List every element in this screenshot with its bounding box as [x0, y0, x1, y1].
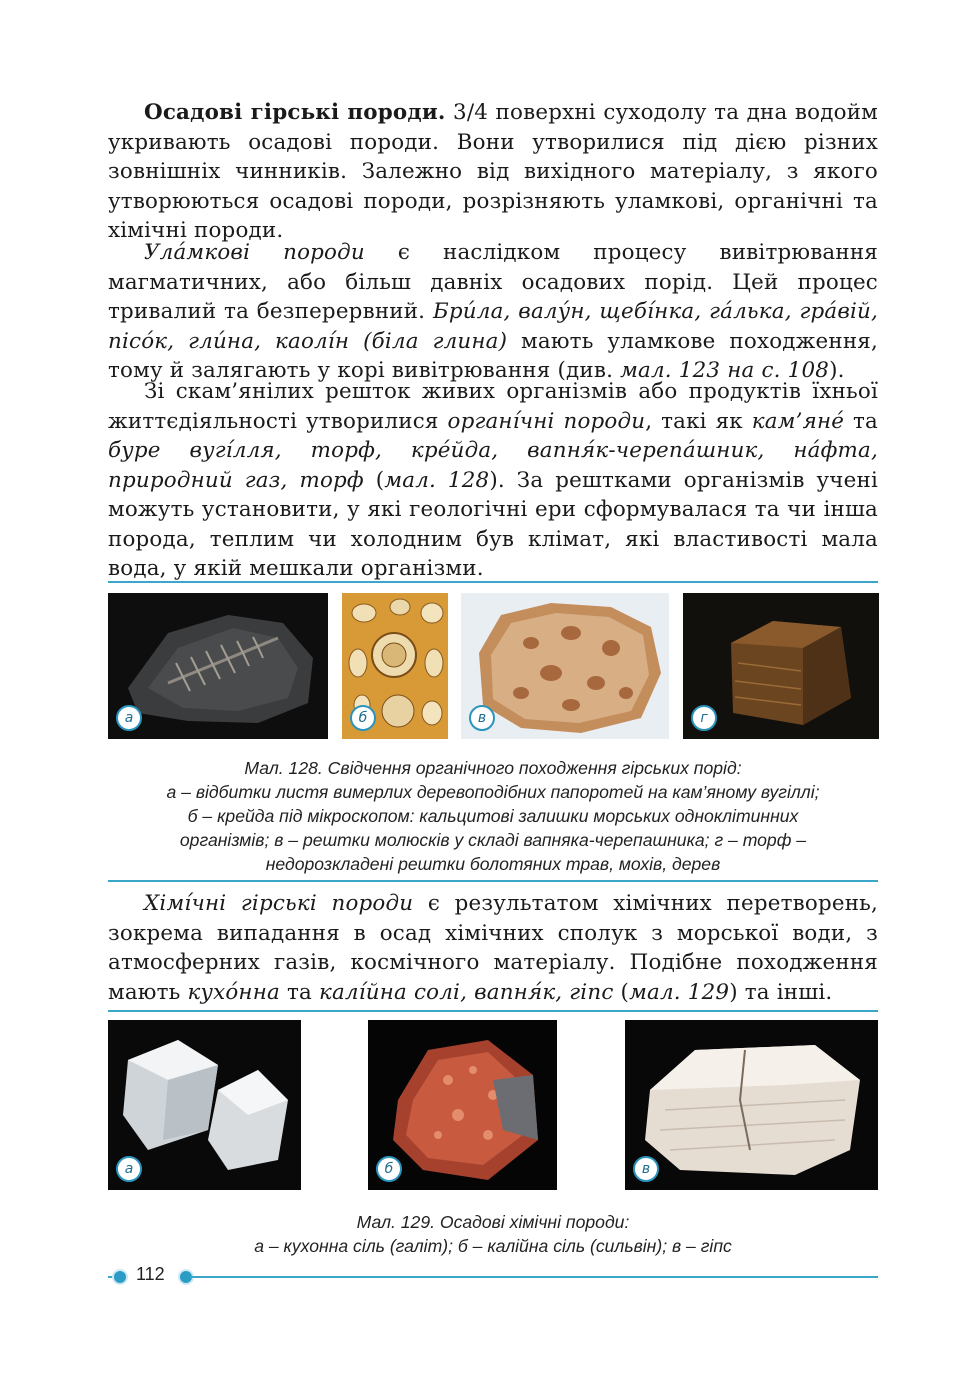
label-b: б [376, 1156, 402, 1182]
label-v: в [469, 705, 495, 731]
label-a: а [116, 1156, 142, 1182]
label-v: в [633, 1156, 659, 1182]
paragraph-chemical-rocks: Хімі́чні гірські породи є результатом хімічних перетворень, зокрема випадання в осад хімічних сполук з морської води, з атмосферних газів, космічного матеріалу. Подібне походження мають кухо́нна та калі́йна солі, вапня́к, гіпс (мал. 129) та інші. [108, 891, 879, 1005]
photo-chalk-microscope [342, 593, 448, 739]
page-number: 112 [136, 1264, 165, 1284]
paragraph-clastic-rocks: Ула́мкові породи є наслідком процесу вивітрювання магматичних, або більш давніх осадових порід. Цей процес тривалий та безперервний. Бри́ла, валу́н, щебі́нка, га́лька, гра́вій, пісо́к, гли́на, каолі́н (біла глина) мають уламкове походження, тому й залягають у корі вивітрювання (див. мал. 123 на с. 108). [108, 240, 878, 383]
photo-fern-fossil-coal [108, 593, 328, 739]
photo-shell-limestone [461, 593, 669, 739]
divider-bottom-fig128 [108, 880, 878, 882]
paragraph-organic-rocks: Зі скам’янілих решток живих організмів або продуктів їхньої життєдіяльності утворилися органі́чні породи, такі як кам’яне́ та буре вугі́лля, торф, кре́йда, вапня́к-черепа́шник, на́фта, природний газ, торф (мал. 128). За рештками організмів учені можуть установити, у які геологічні ери сформувалася та чи інша порода, теплим чи холодним був клімат, які властивості мала вода, у якій мешкали організми. [108, 379, 878, 581]
photo-gypsum [625, 1020, 878, 1190]
term-clastic-rocks: Ула́мкові породи [144, 240, 365, 265]
term-sedimentary-rocks: Осадові гірські породи. [144, 100, 446, 125]
paragraph-sedimentary-rocks: Осадові гірські породи. 3/4 поверхні суходолу та дна водойм укривають осадові породи. Вони утворилися під дією різних зовнішніх чинників. Залежно від вихідного матеріалу, з якого утворюються осадові породи, розрізняють уламкові, органічні та хімічні породи. [108, 100, 878, 243]
label-b: б [350, 705, 376, 731]
term-organic-rocks: органі́чні породи [447, 408, 646, 434]
photo-sylvite [368, 1020, 557, 1190]
divider-top-fig128 [108, 581, 878, 583]
footer-line-right [190, 1276, 878, 1278]
photo-halite [108, 1020, 301, 1190]
label-a: а [116, 705, 142, 731]
photo-peat [683, 593, 879, 739]
caption-fig129: Мал. 129. Осадові хімічні породи: а – кухонна сіль (галіт); б – калійна сіль (сильвін); в – гіпс [254, 1212, 732, 1256]
label-g: г [691, 705, 717, 731]
term-chemical-rocks: Хімі́чні гірські породи [144, 891, 414, 916]
caption-fig128: Мал. 128. Свідчення органічного походження гірських порід: а – відбитки листя вимерлих деревоподібних папоротей на кам’яному вугіллі; б – крейда під мікроскопом: кальцитові залишки морських одноклітинних організмів; в – рештки молюсків у складі вапняка-черепашника; г – торф – недорозкладені рештки болотяних трав, мохів, дерев [166, 758, 820, 874]
footer-dot-left-icon [114, 1271, 126, 1283]
divider-top-fig129 [108, 1010, 878, 1012]
